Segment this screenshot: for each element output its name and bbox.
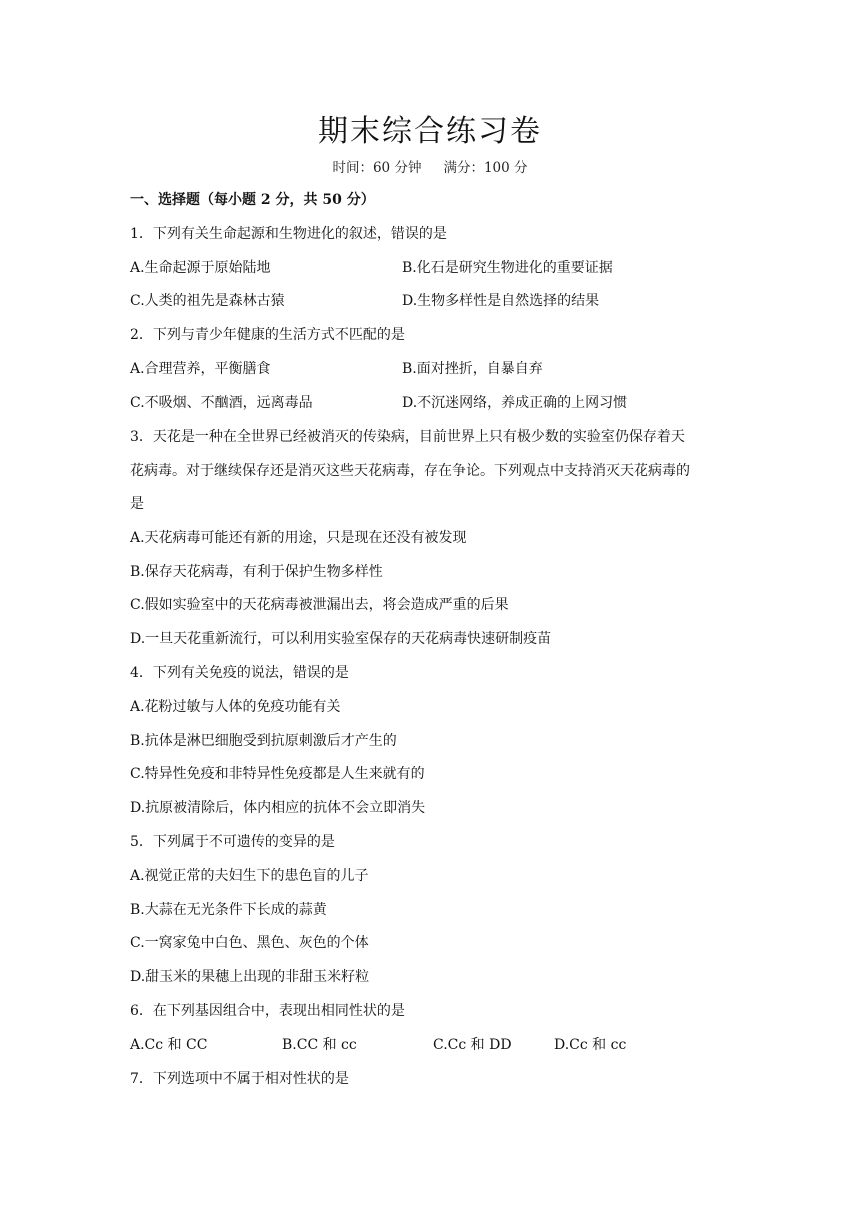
option-row bbox=[130, 291, 730, 311]
question-stem: 3．天花是一种在全世界已经被消灭的传染病，目前世界上只有极少数的实验室仍保存着天 bbox=[130, 429, 685, 445]
question-stem: 4．下列有关免疫的说法，错误的是 bbox=[130, 665, 349, 681]
option-b: B.抗体是淋巴细胞受到抗原刺激后才产生的 bbox=[130, 733, 397, 749]
option-a: A.生命起源于原始陆地 bbox=[130, 260, 271, 276]
option-a: A.Cc 和 CC bbox=[130, 1037, 208, 1053]
option-d: D.抗原被清除后，体内相应的抗体不会立即消失 bbox=[130, 800, 426, 816]
option-d: D.生物多样性是自然选择的结果 bbox=[402, 293, 600, 309]
option-c: C.假如实验室中的天花病毒被泄漏出去，将会造成严重的后果 bbox=[130, 597, 509, 613]
question-stem: 是 bbox=[130, 496, 144, 512]
option-a: A.花粉过敏与人体的免疫功能有关 bbox=[130, 699, 341, 715]
section-heading: 一、选择题（每小题 2 分，共 50 分） bbox=[130, 192, 375, 208]
option-row bbox=[130, 359, 730, 379]
option-d: D.一旦天花重新流行，可以利用实验室保存的天花病毒快速研制疫苗 bbox=[130, 631, 552, 647]
option-row bbox=[130, 258, 730, 278]
option-d: D.甜玉米的果穗上出现的非甜玉米籽粒 bbox=[130, 969, 370, 985]
question-stem: 6．在下列基因组合中，表现出相同性状的是 bbox=[130, 1003, 405, 1019]
time-limit: 时间：60 分钟 bbox=[332, 160, 422, 176]
option-a: A.合理营养，平衡膳食 bbox=[130, 361, 271, 377]
question-stem: 1．下列有关生命起源和生物进化的叙述，错误的是 bbox=[130, 226, 447, 242]
option-c: C.特异性免疫和非特异性免疫都是人生来就有的 bbox=[130, 766, 425, 782]
option-row bbox=[130, 393, 730, 413]
option-b: B.大蒜在无光条件下长成的蒜黄 bbox=[130, 902, 327, 918]
option-d: D.不沉迷网络，养成正确的上网习惯 bbox=[402, 395, 628, 411]
option-a: A.视觉正常的夫妇生下的患色盲的儿子 bbox=[130, 868, 369, 884]
option-c: C.人类的祖先是森林古猿 bbox=[130, 293, 285, 309]
option-b: B.保存天花病毒，有利于保护生物多样性 bbox=[130, 564, 383, 580]
question-stem: 2．下列与青少年健康的生活方式不匹配的是 bbox=[130, 327, 405, 343]
option-a: A.天花病毒可能还有新的用途，只是现在还没有被发现 bbox=[130, 530, 467, 546]
question-stem: 花病毒。对于继续保存还是消灭这些天花病毒，存在争论。下列观点中支持消灭天花病毒的 bbox=[130, 463, 690, 479]
question-stem: 7．下列选项中不属于相对性状的是 bbox=[130, 1071, 349, 1087]
exam-info bbox=[0, 156, 860, 176]
option-c: C.一窝家兔中白色、黑色、灰色的个体 bbox=[130, 935, 369, 951]
option-c: C.Cc 和 DD bbox=[433, 1037, 512, 1053]
full-score: 满分：100 分 bbox=[443, 160, 528, 176]
question-stem: 5．下列属于不可遗传的变异的是 bbox=[130, 834, 335, 850]
option-d: D.Cc 和 cc bbox=[554, 1037, 627, 1053]
option-b: B.面对挫折，自暴自弃 bbox=[402, 361, 543, 377]
option-b: B.化石是研究生物进化的重要证据 bbox=[402, 260, 613, 276]
option-b: B.CC 和 cc bbox=[282, 1037, 357, 1053]
option-c: C.不吸烟、不酗酒，远离毒品 bbox=[130, 395, 313, 411]
page-title: 期末综合练习卷 bbox=[318, 114, 542, 149]
